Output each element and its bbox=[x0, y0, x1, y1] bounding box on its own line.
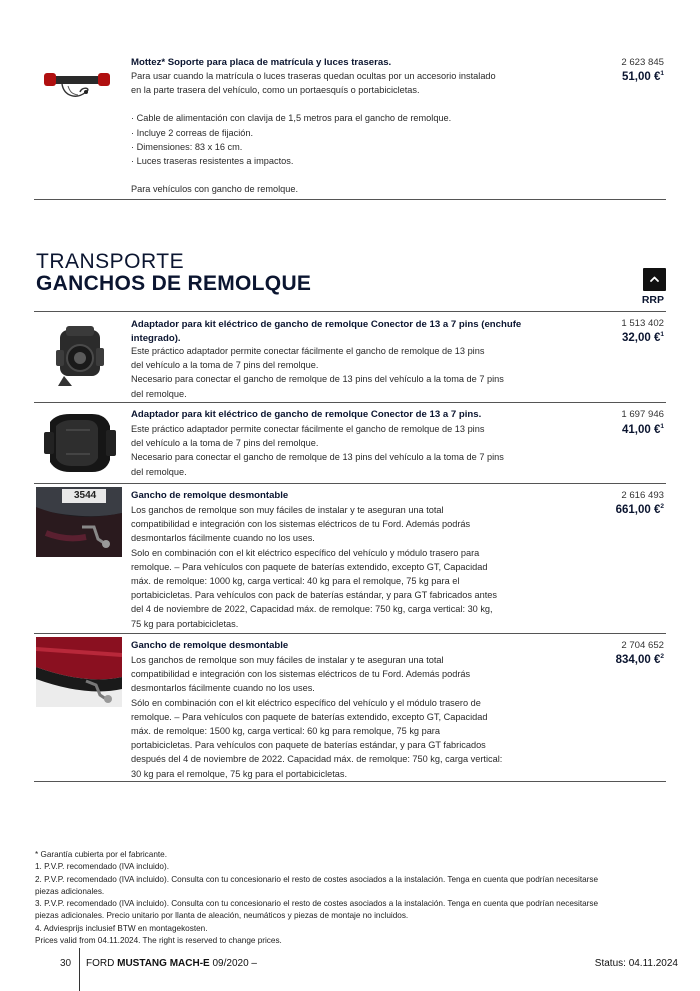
license-plate-text: 3544 bbox=[74, 490, 97, 501]
product-title: Gancho de remolque desmontable bbox=[131, 640, 289, 651]
page-number: 30 bbox=[60, 958, 72, 969]
part-code: 1 697 946 bbox=[621, 409, 664, 420]
footnote: * Garantía cubierta por el fabricante. bbox=[35, 850, 167, 859]
product-image-adapter-13-7 bbox=[36, 408, 122, 478]
product-description bbox=[131, 653, 571, 781]
section-category: TRANSPORTE bbox=[36, 250, 185, 273]
desc-line: máx. de remolque: 1000 kg, carga vertical: 40 kg para el remolque, 75 kg para el bbox=[131, 576, 460, 587]
desc-line: Este práctico adaptador permite conectar fácilmente el gancho de remolque de 13 pins bbox=[131, 424, 485, 434]
footer-divider bbox=[79, 948, 80, 991]
desc-line: del remolque. bbox=[131, 466, 187, 477]
desc-line: portabicicletas. Para vehículos con pack de baterías estándar, y para GT fabricados antes bbox=[131, 590, 498, 601]
footnote: Prices valid from 04.11.2024. The right is reserved to change prices. bbox=[35, 936, 282, 946]
title-line: integrado). bbox=[131, 333, 181, 344]
price-footnote-ref: 1 bbox=[660, 331, 664, 338]
bullet-item: · Incluye 2 correas de fijación. bbox=[131, 127, 254, 138]
footer-brand: FORD bbox=[86, 958, 115, 969]
desc-line: en la parte trasera del vehículo, como un portaesquís o portabicicletas. bbox=[131, 85, 420, 96]
part-code: 2 623 845 bbox=[621, 57, 664, 68]
part-code: 2 704 652 bbox=[621, 640, 664, 651]
part-code: 2 616 493 bbox=[621, 490, 664, 501]
footer-date: 09/2020 – bbox=[209, 958, 257, 969]
footnote: 3. P.V.P. recomendado (IVA incluido). Consulta con tu concesionario el resto de costes asociados a la instalación. Tenga en cuenta que podrían necesitarse bbox=[35, 899, 599, 909]
product-note: Para vehículos con gancho de remolque. bbox=[131, 184, 299, 195]
product-image-detachable-towbar bbox=[36, 487, 122, 557]
title-line: Adaptador para kit eléctrico de gancho de remolque Conector de 13 a 7 pins (enchufe bbox=[131, 319, 522, 330]
price-footnote-ref: 1 bbox=[660, 423, 664, 430]
price-value: 834,00 € bbox=[615, 654, 661, 666]
product-image-license-plate-holder bbox=[42, 62, 112, 106]
section-title: GANCHOS DE REMOLQUE bbox=[36, 272, 312, 295]
desc-line: remolque. – Para vehículos con paquete de baterías extendido, excepto GT, Capacidad bbox=[131, 561, 488, 572]
footer-model-name: MUSTANG MACH-E bbox=[117, 958, 210, 969]
price bbox=[622, 424, 664, 436]
price bbox=[622, 71, 664, 83]
status-date: Status: 04.11.2024 bbox=[594, 958, 678, 969]
desc-line: 75 kg para portabicicletas. bbox=[131, 618, 239, 629]
bullet-item: · Luces traseras resistentes a impactos. bbox=[131, 156, 294, 167]
desc-line: compatibilidad e integración con los sistemas eléctricos de tu Ford. Además podrás bbox=[131, 669, 471, 680]
footnote: piezas adicionales. Precio unitario por llanta de aleación, neumáticos y piezas de montaje no incluidos. bbox=[35, 911, 409, 921]
divider bbox=[34, 781, 666, 782]
product-image-detachable-towbar bbox=[36, 637, 122, 707]
footnote: piezas adicionales. bbox=[35, 886, 105, 896]
product-description bbox=[131, 422, 571, 479]
price bbox=[616, 654, 664, 666]
chevron-up-icon bbox=[643, 268, 666, 291]
product-image-adapter-13-7-plug bbox=[36, 318, 122, 396]
divider bbox=[34, 483, 666, 484]
desc-line: 30 kg para el remolque, 75 kg para el portabicicletas. bbox=[131, 768, 348, 779]
divider bbox=[34, 633, 666, 634]
rrp-label: RRP bbox=[641, 294, 664, 306]
price-footnote-ref: 2 bbox=[660, 503, 664, 510]
footnote: 4. Adviesprijs inclusief BTW en montagekosten. bbox=[35, 923, 208, 933]
footnote: 2. P.V.P. recomendado (IVA incluido). Consulta con tu concesionario el resto de costes asociados a la instalación. Tenga en cuenta que podrían necesitarse bbox=[35, 874, 599, 884]
part-code: 1 513 402 bbox=[621, 318, 664, 329]
footnotes bbox=[35, 849, 675, 947]
price-value: 661,00 € bbox=[615, 504, 661, 516]
bullet-item: · Cable de alimentación con clavija de 1,5 metros para el gancho de remolque. bbox=[131, 113, 452, 124]
product-title: Mottez* Soporte para placa de matrícula y luces traseras. bbox=[131, 57, 392, 68]
desc-line: del vehículo a la toma de 7 pins del remolque. bbox=[131, 360, 319, 371]
price-footnote-ref: 2 bbox=[660, 653, 664, 660]
divider bbox=[34, 311, 666, 312]
desc-line: remolque. – Para vehículos con paquete de baterías extendido, excepto GT, Capacidad bbox=[131, 711, 488, 722]
desc-line: Para usar cuando la matrícula o luces traseras quedan ocultas por un accesorio instalado bbox=[131, 71, 496, 81]
desc-line: Necesario para conectar el gancho de remolque de 13 pins del vehículo a la toma de 7 pins bbox=[131, 374, 504, 385]
product-description bbox=[131, 344, 571, 401]
price bbox=[622, 332, 664, 344]
price-value: 41,00 € bbox=[622, 424, 661, 436]
bullet-item: · Dimensiones: 83 x 16 cm. bbox=[131, 141, 243, 152]
price-value: 32,00 € bbox=[622, 332, 661, 344]
product-description bbox=[131, 69, 571, 196]
desc-line: Los ganchos de remolque son muy fáciles de instalar y te aseguran una total bbox=[131, 505, 444, 515]
desc-line: compatibilidad e integración con los sistemas eléctricos de tu Ford. Además podrás bbox=[131, 519, 471, 530]
desc-line: desmontarlos fácilmente cuando no los uses. bbox=[131, 533, 315, 544]
product-title: Gancho de remolque desmontable bbox=[131, 490, 289, 501]
desc-line: Sólo en combinación con el kit eléctrico específico del vehículo y el módulo trasero de bbox=[131, 697, 481, 708]
desc-line: Necesario para conectar el gancho de remolque de 13 pins del vehículo a la toma de 7 pins bbox=[131, 452, 504, 463]
desc-line: Este práctico adaptador permite conectar fácilmente el gancho de remolque de 13 pins bbox=[131, 346, 485, 356]
desc-line: del 4 de noviembre de 2022, Capacidad máx. de remolque: 750 kg, carga vertical: 30 kg, bbox=[131, 604, 493, 615]
price bbox=[616, 504, 664, 516]
footnote: 1. P.V.P. recomendado (IVA incluido). bbox=[35, 862, 169, 872]
desc-line: del vehículo a la toma de 7 pins del remolque. bbox=[131, 438, 319, 449]
desc-line: Solo en combinación con el kit eléctrico específico del vehículo y módulo trasero para bbox=[131, 547, 480, 558]
desc-line: Los ganchos de remolque son muy fáciles de instalar y te aseguran una total bbox=[131, 655, 444, 665]
desc-line: después del 4 de noviembre de 2022. Capacidad máx. de remolque: 750 kg, carga vertical: bbox=[131, 754, 503, 765]
product-title bbox=[131, 318, 571, 346]
divider bbox=[34, 199, 666, 200]
product-title: Adaptador para kit eléctrico de gancho de remolque Conector de 13 a 7 pins. bbox=[131, 409, 482, 420]
desc-line: portabicicletas. Para vehículos con paquete de baterías estándar, y para GT fabricados bbox=[131, 740, 486, 751]
scroll-top-button[interactable] bbox=[643, 268, 666, 291]
desc-line: máx. de remolque: 1500 kg, carga vertical: 60 kg para remolque, 75 kg para bbox=[131, 726, 440, 737]
desc-line: del remolque. bbox=[131, 388, 187, 399]
divider bbox=[34, 402, 666, 403]
desc-line: desmontarlos fácilmente cuando no los uses. bbox=[131, 683, 315, 694]
price-footnote-ref: 1 bbox=[660, 70, 664, 77]
footer-model bbox=[86, 958, 257, 969]
product-description bbox=[131, 503, 571, 631]
price-value: 51,00 € bbox=[622, 71, 661, 83]
